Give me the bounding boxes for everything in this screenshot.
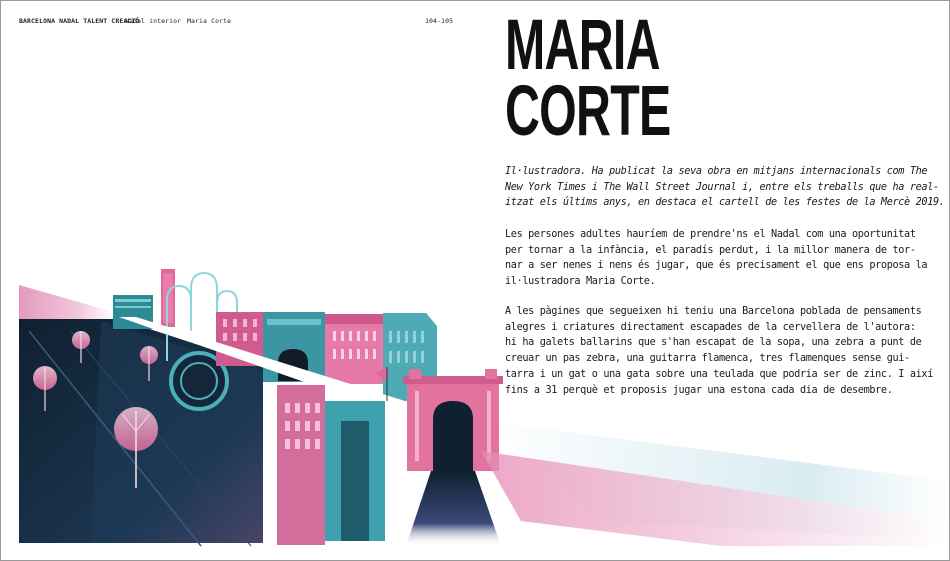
title-line-1: MARIA: [505, 6, 660, 85]
article-title: [505, 6, 671, 151]
paragraph-line: per tornar a la infància, el paradís perdut, i la millor manera de tor-: [505, 244, 916, 256]
article-paragraph-1: [505, 227, 928, 290]
paragraph-line: alegres i criatures directament escapades de la cervellera de l'autora:: [505, 321, 916, 333]
title-line-2: CORTE: [505, 72, 671, 151]
article-paragraph-2: [505, 304, 933, 398]
page-numbers: 104-105: [425, 17, 454, 25]
intro-line: Il·lustradora. Ha publicat la seva obra en mitjans internacionals com The: [505, 166, 928, 177]
intro-line: itzat els últims anys, en destaca el cartell de les festes de la Mercè 2019.: [505, 197, 945, 209]
paragraph-line: tarra i un gat o una gata sobre una teulada que podria ser de zinc. I així: [505, 368, 933, 380]
paragraph-line: A les pàgines que segueixen hi teniu una Barcelona poblada de pensaments: [505, 306, 922, 317]
arch-road: [406, 471, 501, 546]
paragraph-line: fins a 31 perquè et proposis jugar una estona cada dia de desembre.: [505, 384, 893, 396]
paragraph-line: hi ha galets ballarins que s'han escapat de la sopa, una zebra a punt de: [505, 337, 922, 349]
paragraph-line: nar a ser nenes i nens és jugar, que és precisament el que ens proposa la: [505, 260, 928, 272]
intro-line: New York Times i The Wall Street Journal i, entre els treballs que ha real-: [505, 181, 939, 193]
paragraph-line: Les persones adultes hauríem de prendre'ns el Nadal com una oportunitat: [505, 229, 916, 240]
running-header-author: Maria Corte: [187, 17, 232, 25]
paragraph-line: il·lustradora Maria Corte.: [505, 276, 656, 288]
running-header-publication: BARCELONA NADAL TALENT CREACIÓ: [19, 17, 140, 25]
paragraph-line: creuar un pas zebra, una guitarra flamenca, tres flamenques sense gui-: [505, 353, 910, 365]
article-intro: [505, 164, 945, 211]
running-header-section: Nadal interior: [125, 17, 182, 25]
